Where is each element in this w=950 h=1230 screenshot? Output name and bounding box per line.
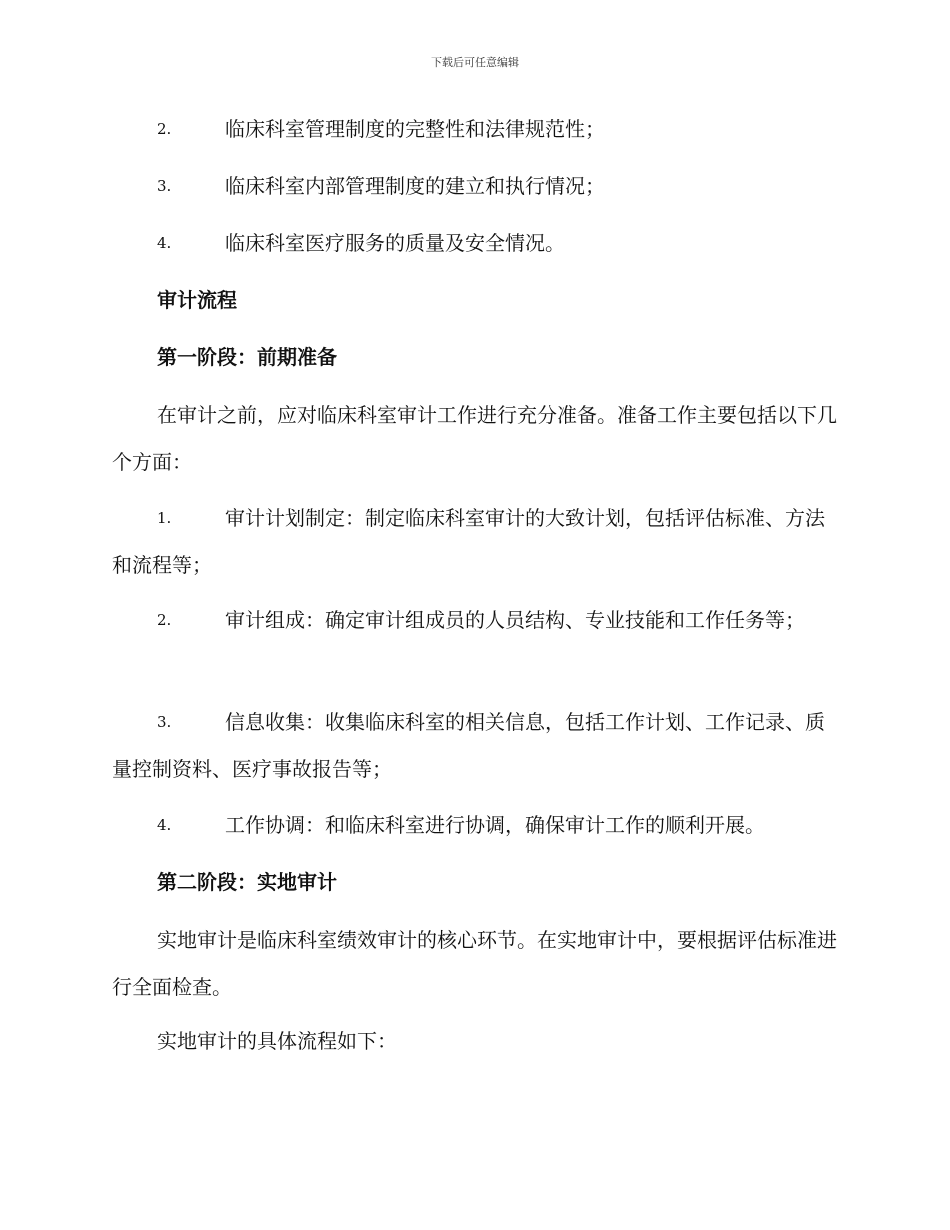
list-number: 3.: [157, 713, 172, 731]
list-number: 4.: [157, 816, 172, 834]
list-item: [112, 220, 842, 267]
section-title: 审计流程: [157, 288, 237, 312]
list-number: 2.: [157, 611, 172, 629]
list-text: 临床科室管理制度的完整性和法律规范性；: [225, 117, 605, 141]
list-text: 审计计划制定：制定临床科室审计的大致计划，包括评估标准、方法和流程等；: [112, 506, 825, 577]
stage1-title: 第一阶段：前期准备: [157, 345, 337, 369]
list-number: 3.: [157, 177, 172, 195]
list-item: [112, 802, 842, 849]
list-item: [112, 699, 842, 793]
list-text: 临床科室医疗服务的质量及安全情况。: [225, 231, 565, 255]
page-header-note: 下载后可任意编辑: [431, 56, 519, 69]
stage2-intro-text: 实地审计是临床科室绩效审计的核心环节。在实地审计中，要根据评估标准进行全面检查。: [112, 928, 837, 999]
list-item: [112, 495, 842, 589]
stage1-intro: [112, 392, 842, 486]
list-text: 临床科室内部管理制度的建立和执行情况；: [225, 174, 605, 198]
list-number: 4.: [157, 234, 172, 252]
list-text: 信息收集：收集临床科室的相关信息，包括工作计划、工作记录、质量控制资料、医疗事故报告等；: [112, 710, 825, 781]
list-item: [112, 163, 842, 210]
list-text: 审计组成：确定审计组成员的人员结构、专业技能和工作任务等；: [225, 608, 805, 632]
stage2-process-intro: [112, 1018, 842, 1065]
stage2-title: 第二阶段：实地审计: [157, 870, 337, 894]
stage2-process-intro-text: 实地审计的具体流程如下：: [157, 1029, 397, 1053]
list-text: 工作协调：和临床科室进行协调，确保审计工作的顺利开展。: [225, 813, 765, 837]
stage1-intro-text: 在审计之前，应对临床科室审计工作进行充分准备。准备工作主要包括以下几个方面：: [112, 403, 837, 474]
list-item: [112, 106, 842, 153]
stage2-intro: [112, 917, 842, 1011]
list-item: [112, 597, 842, 644]
list-number: 2.: [157, 120, 172, 138]
list-number: 1.: [157, 509, 172, 527]
